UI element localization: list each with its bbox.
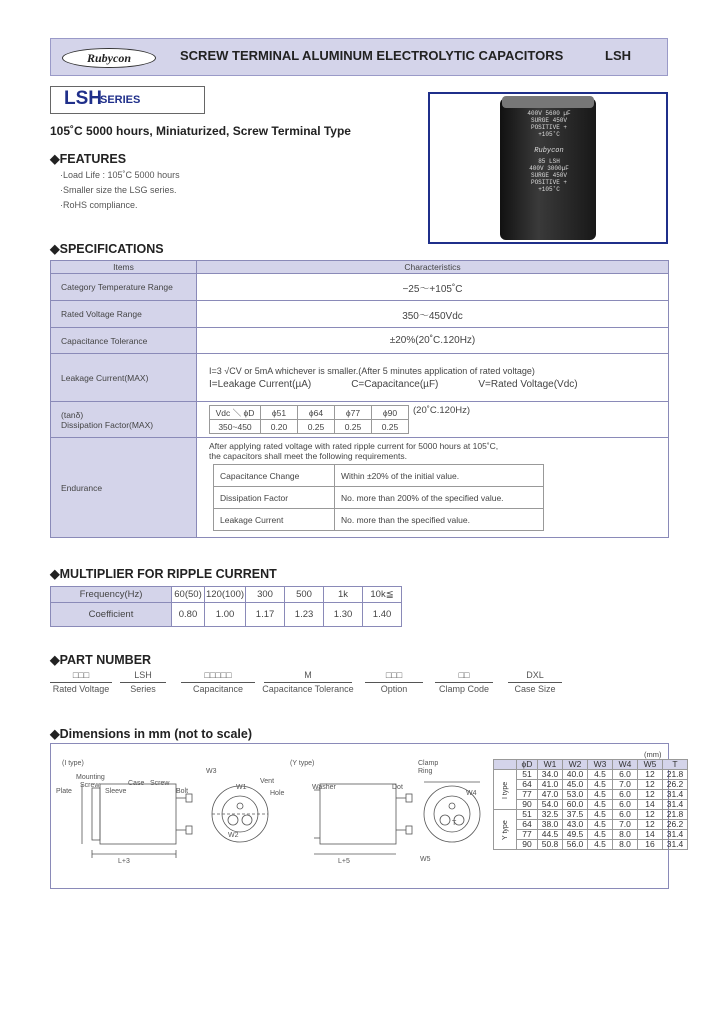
dim-cell: 45.0 bbox=[563, 780, 588, 790]
part-underline bbox=[435, 682, 493, 683]
spec-leakage-value bbox=[197, 354, 669, 402]
part-underline bbox=[264, 682, 352, 683]
spec-temp-label: Category Temperature Range bbox=[51, 274, 197, 301]
dim-row bbox=[494, 830, 688, 840]
dim-cell: 90 bbox=[517, 840, 538, 850]
dim-cell: 56.0 bbox=[563, 840, 588, 850]
dim-cell: 51 bbox=[517, 810, 538, 820]
dim-label: W5 bbox=[420, 856, 431, 863]
dim-cell: 54.0 bbox=[538, 800, 563, 810]
part-label-tolerance: Capacitance Tolerance bbox=[262, 684, 354, 694]
dim-cell: 14 bbox=[638, 800, 663, 810]
part-underline bbox=[50, 682, 112, 683]
leakage-formula: I=3 √CV or 5mA whichever is smaller.(After 5 minutes application of rated voltage) bbox=[209, 365, 535, 376]
dim-cell: 31.4 bbox=[663, 840, 688, 850]
dim-cell: 4.5 bbox=[588, 780, 613, 790]
dim-cell: 37.5 bbox=[563, 810, 588, 820]
capacitor-print-bottom: 85 LSH 400V 3000µF SURGE 450V POSITIVE + +105˚C bbox=[529, 158, 569, 193]
dim-label: W1 bbox=[236, 784, 247, 791]
dim-cell: 8.0 bbox=[613, 840, 638, 850]
dim-label: Washer bbox=[312, 784, 336, 791]
dim-cell: 4.5 bbox=[588, 770, 613, 780]
dim-cell: 34.0 bbox=[538, 770, 563, 780]
dim-cell: 51 bbox=[517, 770, 538, 780]
dim-group-label: Y type bbox=[494, 810, 517, 850]
dim-row bbox=[494, 790, 688, 800]
part-label-option: Option bbox=[380, 684, 408, 694]
dimensions-heading: ◆Dimensions in mm (not to scale) bbox=[50, 727, 253, 741]
capacitor-terminal-top bbox=[502, 96, 594, 108]
spec-temp-value: −25〜+105˚C bbox=[197, 274, 669, 301]
capacitor-print-brand: Rubycon bbox=[534, 147, 564, 155]
dim-label: W4 bbox=[466, 790, 477, 797]
part-code-case: DXL bbox=[526, 670, 544, 680]
y-type-label: (Y type) bbox=[290, 760, 315, 767]
dim-label: Screw bbox=[80, 782, 100, 789]
dim-col-header: W5 bbox=[638, 760, 663, 770]
dim-row bbox=[494, 820, 688, 830]
dim-cell: 7.0 bbox=[613, 820, 638, 830]
dim-label: Dot bbox=[392, 784, 403, 791]
subtitle: 105˚C 5000 hours, Miniaturized, Screw Terminal Type bbox=[50, 124, 351, 138]
leakage-i: I=Leakage Current(µA) bbox=[209, 378, 312, 390]
part-label-capacitance: Capacitance bbox=[192, 684, 244, 694]
dim-cell: 21.8 bbox=[663, 770, 688, 780]
dim-row bbox=[494, 840, 688, 850]
dim-label: Mounting bbox=[76, 774, 105, 781]
part-label-series: Series bbox=[130, 684, 156, 694]
dim-cell: 26.2 bbox=[663, 820, 688, 830]
dim-cell: 32.5 bbox=[538, 810, 563, 820]
dim-cell: 50.8 bbox=[538, 840, 563, 850]
dim-cell: 31.4 bbox=[663, 830, 688, 840]
dim-cell: 31.4 bbox=[663, 790, 688, 800]
leakage-v: V=Rated Voltage(Vdc) bbox=[478, 378, 578, 390]
ripple-heading: ◆MULTIPLIER FOR RIPPLE CURRENT bbox=[50, 567, 277, 581]
series-code: LSH bbox=[64, 88, 102, 109]
dim-col-header: W2 bbox=[563, 760, 588, 770]
capacitor-print-top: 400V 5600 µF SURGE 450V POSITIVE + +105˚C bbox=[527, 110, 571, 138]
dim-cell: 41.0 bbox=[538, 780, 563, 790]
dim-cell: 6.0 bbox=[613, 770, 638, 780]
dim-cell: 4.5 bbox=[588, 830, 613, 840]
col-characteristics: Characteristics bbox=[197, 261, 669, 274]
part-code-capacitance: □□□□□ bbox=[204, 670, 232, 680]
part-label-case: Case Size bbox=[514, 684, 556, 694]
dim-col-header: T bbox=[663, 760, 688, 770]
dim-cell: 16 bbox=[638, 840, 663, 850]
dim-label: W3 bbox=[206, 768, 217, 775]
part-underline bbox=[365, 682, 423, 683]
col-items: Items bbox=[51, 261, 197, 274]
dim-cell: 21.8 bbox=[663, 810, 688, 820]
leakage-c: C=Capacitance(µF) bbox=[351, 378, 439, 390]
dim-cell: 4.5 bbox=[588, 840, 613, 850]
dim-col-header: ϕD bbox=[517, 760, 538, 770]
dim-cell: 38.0 bbox=[538, 820, 563, 830]
i-type-label: (I type) bbox=[62, 760, 84, 767]
ripple-coef-label: Coefficient bbox=[51, 603, 172, 627]
dim-cell: 12 bbox=[638, 770, 663, 780]
dim-cell: 4.5 bbox=[588, 800, 613, 810]
dim-label: L+3 bbox=[118, 858, 130, 865]
dim-row bbox=[494, 780, 688, 790]
dim-cell: 4.5 bbox=[588, 790, 613, 800]
part-code-tolerance: M bbox=[304, 670, 312, 680]
spec-endurance-label: Endurance bbox=[51, 438, 197, 538]
dim-col-header: W1 bbox=[538, 760, 563, 770]
dim-label: Bolt bbox=[176, 788, 189, 795]
dim-cell: 12 bbox=[638, 810, 663, 820]
dim-label: T bbox=[452, 820, 457, 827]
dim-cell: 31.4 bbox=[663, 800, 688, 810]
feature-item: ·RoHS compliance. bbox=[60, 200, 138, 210]
part-code-option: □□□ bbox=[385, 670, 403, 680]
dim-cell: 64 bbox=[517, 820, 538, 830]
features-heading: ◆FEATURES bbox=[50, 152, 127, 166]
dim-col-header: W3 bbox=[588, 760, 613, 770]
dim-cell: 64 bbox=[517, 780, 538, 790]
dim-label: L+5 bbox=[338, 858, 350, 865]
ripple-freq-label: Frequency(Hz) bbox=[51, 587, 172, 603]
dim-cell: 6.0 bbox=[613, 790, 638, 800]
dim-label: Plate bbox=[56, 788, 72, 795]
part-underline bbox=[120, 682, 166, 683]
specifications-table bbox=[50, 260, 669, 538]
dimensions-table bbox=[493, 759, 688, 850]
endurance-table: Capacitance Change Within ±20% of the initial value. Dissipation Factor No. more than 200% of the specified value. Leakage Current No. more than the specified value. bbox=[213, 464, 544, 531]
feature-item: ·Smaller size the LSG series. bbox=[60, 185, 177, 195]
dim-label: Case bbox=[128, 780, 145, 787]
dim-cell: 53.0 bbox=[563, 790, 588, 800]
spec-cap-value: ±20%(20˚C.120Hz) bbox=[197, 328, 669, 354]
part-number-heading: ◆PART NUMBER bbox=[50, 653, 152, 667]
spec-leakage-label: Leakage Current(MAX) bbox=[51, 354, 197, 402]
part-code-voltage: □□□ bbox=[72, 670, 90, 680]
spec-cap-label: Capacitance Tolerance bbox=[51, 328, 197, 354]
spec-voltage-label: Rated Voltage Range bbox=[51, 301, 197, 328]
dim-cell: 6.0 bbox=[613, 810, 638, 820]
dim-label: Clamp bbox=[418, 760, 439, 767]
dim-cell: 60.0 bbox=[563, 800, 588, 810]
y-type-body bbox=[320, 784, 396, 844]
part-code-series: LSH bbox=[134, 670, 152, 680]
dim-cell: 12 bbox=[638, 820, 663, 830]
dim-group-label: I type bbox=[494, 770, 517, 810]
dim-cell: 77 bbox=[517, 790, 538, 800]
brand-logo: Rubycon bbox=[62, 48, 156, 68]
spec-df-label: (tanδ) Dissipation Factor(MAX) bbox=[51, 402, 197, 438]
dim-cell: 8.0 bbox=[613, 830, 638, 840]
page-title: SCREW TERMINAL ALUMINUM ELECTROLYTIC CAPACITORS bbox=[180, 48, 564, 63]
dim-col-header: W4 bbox=[613, 760, 638, 770]
dim-row bbox=[494, 810, 688, 820]
part-label-clamp: Clamp Code bbox=[438, 684, 490, 694]
i-type-plate bbox=[92, 788, 100, 840]
dim-cell: 7.0 bbox=[613, 780, 638, 790]
dim-label: W2 bbox=[228, 832, 239, 839]
dim-cell: 12 bbox=[638, 790, 663, 800]
part-label-voltage: Rated Voltage bbox=[52, 684, 110, 694]
dim-cell: 4.5 bbox=[588, 820, 613, 830]
feature-item: ·Load Life : 105˚C 5000 hours bbox=[60, 170, 180, 180]
part-code-clamp: □□ bbox=[458, 670, 470, 680]
dim-cell: 49.5 bbox=[563, 830, 588, 840]
dim-cell: 6.0 bbox=[613, 800, 638, 810]
dim-row bbox=[494, 800, 688, 810]
dim-cell: 40.0 bbox=[563, 770, 588, 780]
series-code-header: LSH bbox=[605, 48, 631, 63]
dim-cell: 90 bbox=[517, 800, 538, 810]
df-table: Vdc ＼ ϕD ϕ51 ϕ64 ϕ77 ϕ90 350~450 0.20 0.25 0.25 0.25 bbox=[209, 405, 409, 434]
dim-label: Ring bbox=[418, 768, 433, 775]
dim-row bbox=[494, 770, 688, 780]
dim-cell: 26.2 bbox=[663, 780, 688, 790]
spec-voltage-value: 350〜450Vdc bbox=[197, 301, 669, 328]
dim-cell: 47.0 bbox=[538, 790, 563, 800]
dim-cell: 43.0 bbox=[563, 820, 588, 830]
specifications-heading: ◆SPECIFICATIONS bbox=[50, 242, 164, 256]
dim-cell: 77 bbox=[517, 830, 538, 840]
dim-unit: (mm) bbox=[644, 750, 662, 759]
dim-cell: 4.5 bbox=[588, 810, 613, 820]
dim-label: Sleeve bbox=[105, 788, 127, 795]
dim-cell: 14 bbox=[638, 830, 663, 840]
dim-cell: 12 bbox=[638, 780, 663, 790]
df-condition: (20˚C.120Hz) bbox=[413, 405, 471, 416]
spec-df-value bbox=[197, 402, 669, 438]
dim-cell: 44.5 bbox=[538, 830, 563, 840]
part-underline bbox=[508, 682, 562, 683]
dim-label: Screw bbox=[150, 780, 170, 787]
ripple-table: Frequency(Hz) 60(50) 120(100) 300 500 1k 10k≦ Coefficient 0.80 1.00 1.17 1.23 1.30 1.40 bbox=[50, 586, 402, 627]
dim-label: Hole bbox=[270, 790, 285, 797]
spec-endurance-value: After applying rated voltage with rated ripple current for 5000 hours at 105˚C, the capacitors shall meet the following requirements. Capacitance Change Within ±20% of the initial value. Dissipation Factor No. more than 200% of the specified value. Leakage Current No. more than the specified value. bbox=[197, 438, 669, 538]
part-underline bbox=[181, 682, 255, 683]
dim-header-row bbox=[494, 760, 688, 770]
series-label: SERIES bbox=[100, 94, 141, 106]
dim-label: Vent bbox=[260, 778, 275, 785]
